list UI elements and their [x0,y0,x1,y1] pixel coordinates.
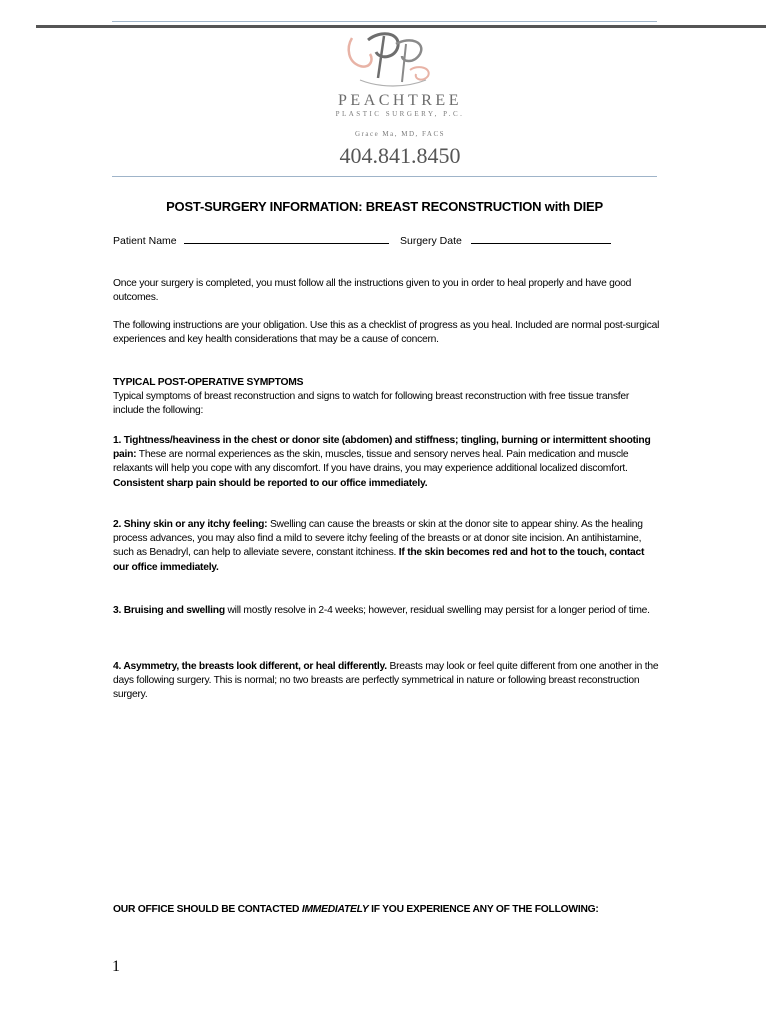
patient-name-blank[interactable] [184,234,389,244]
contact-heading [113,903,661,917]
document-title: POST-SURGERY INFORMATION: BREAST RECONSTRUCTION with DIEP [166,199,603,214]
symptom-item-2-text: Swelling can cause the breasts or skin at the donor site to appear shiny. As the healing process advances, you may also find a mild to severe itchy feeling of the breasts or at donor site incision. An antihistamine, such as Benadryl, can help to alleviate severe, constant itchiness. [113,519,643,559]
letterhead-phone: 404.841.8450 [339,143,461,168]
surgery-date-field [400,234,611,247]
symptom-item-2-lead: 2. Shiny skin or any itchy feeling: [113,519,268,530]
symptom-item-3 [113,604,661,618]
intro-paragraph-1: Once your surgery is completed, you must follow all the instructions given to you in order to heal properly and have good outcomes. [113,278,632,304]
top-rule-thick [36,25,766,28]
intro-paragraph-2: The following instructions are your obligation. Use this as a checklist of progress as you heal. Included are normal post-surgical experiences and key health considerations that may be a cause of concern. [113,320,660,346]
contact-heading-pre: OUR OFFICE SHOULD BE CONTACTED [113,904,302,915]
patient-name-label: Patient Name [113,235,177,247]
symptom-item-1 [113,434,661,491]
symptom-item-1-text: These are normal experiences as the skin, muscles, tissue and sensory nerves heal. Pain medication and muscle relaxants will help you cope with any discomfort. If you have drains, you may experience additional localized discomfort. [113,449,629,475]
contact-heading-post: IF YOU EXPERIENCE ANY OF THE FOLLOWING: [368,904,599,915]
logo-monogram-icon [340,30,440,90]
symptom-item-3-lead: 3. Bruising and swelling [113,605,225,616]
top-rule-thin [112,21,657,22]
page-number: 1 [112,958,120,975]
symptom-item-3-text: will mostly resolve in 2-4 weeks; however, residual swelling may persist for a longer period of time. [224,605,650,616]
symptom-item-4-lead: 4. Asymmetry, the breasts look different, or heal differently. [113,661,387,672]
logo-subtitle: PLASTIC SURGERY, P.C. [335,110,465,118]
symptoms-heading: TYPICAL POST-OPERATIVE SYMPTOMS [113,377,304,388]
surgery-date-blank[interactable] [471,234,611,244]
surgery-date-label: Surgery Date [400,235,462,247]
contact-heading-emphasis: IMMEDIATELY [301,904,369,915]
logo-doctor: Grace Ma, MD, FACS [354,130,446,138]
symptoms-intro: Typical symptoms of breast reconstruction and signs to watch for following breast reconstruction with free tissue transfer include the following: [113,391,630,417]
symptom-item-1-lead: 1. Tightness/heaviness in the chest or donor site (abdomen) and stiffness; tingling, burning or intermittent shooting pain: [113,435,651,461]
letterhead-divider [112,176,657,177]
symptom-item-4-text: Breasts may look or feel quite different from one another in the days following surgery. This is normal; no two breasts are perfectly symmetrical in nature or following breast reconstruction surgery. [113,661,659,701]
patient-name-field [113,234,389,247]
symptom-item-2 [113,518,661,575]
logo-name: PEACHTREE [338,92,462,109]
symptom-item-4 [113,660,661,703]
symptom-item-1-warning: Consistent sharp pain should be reported to our office immediately. [113,477,428,489]
symptom-item-2-warning: If the skin becomes red and hot to the touch, contact our office immediately. [113,547,645,573]
